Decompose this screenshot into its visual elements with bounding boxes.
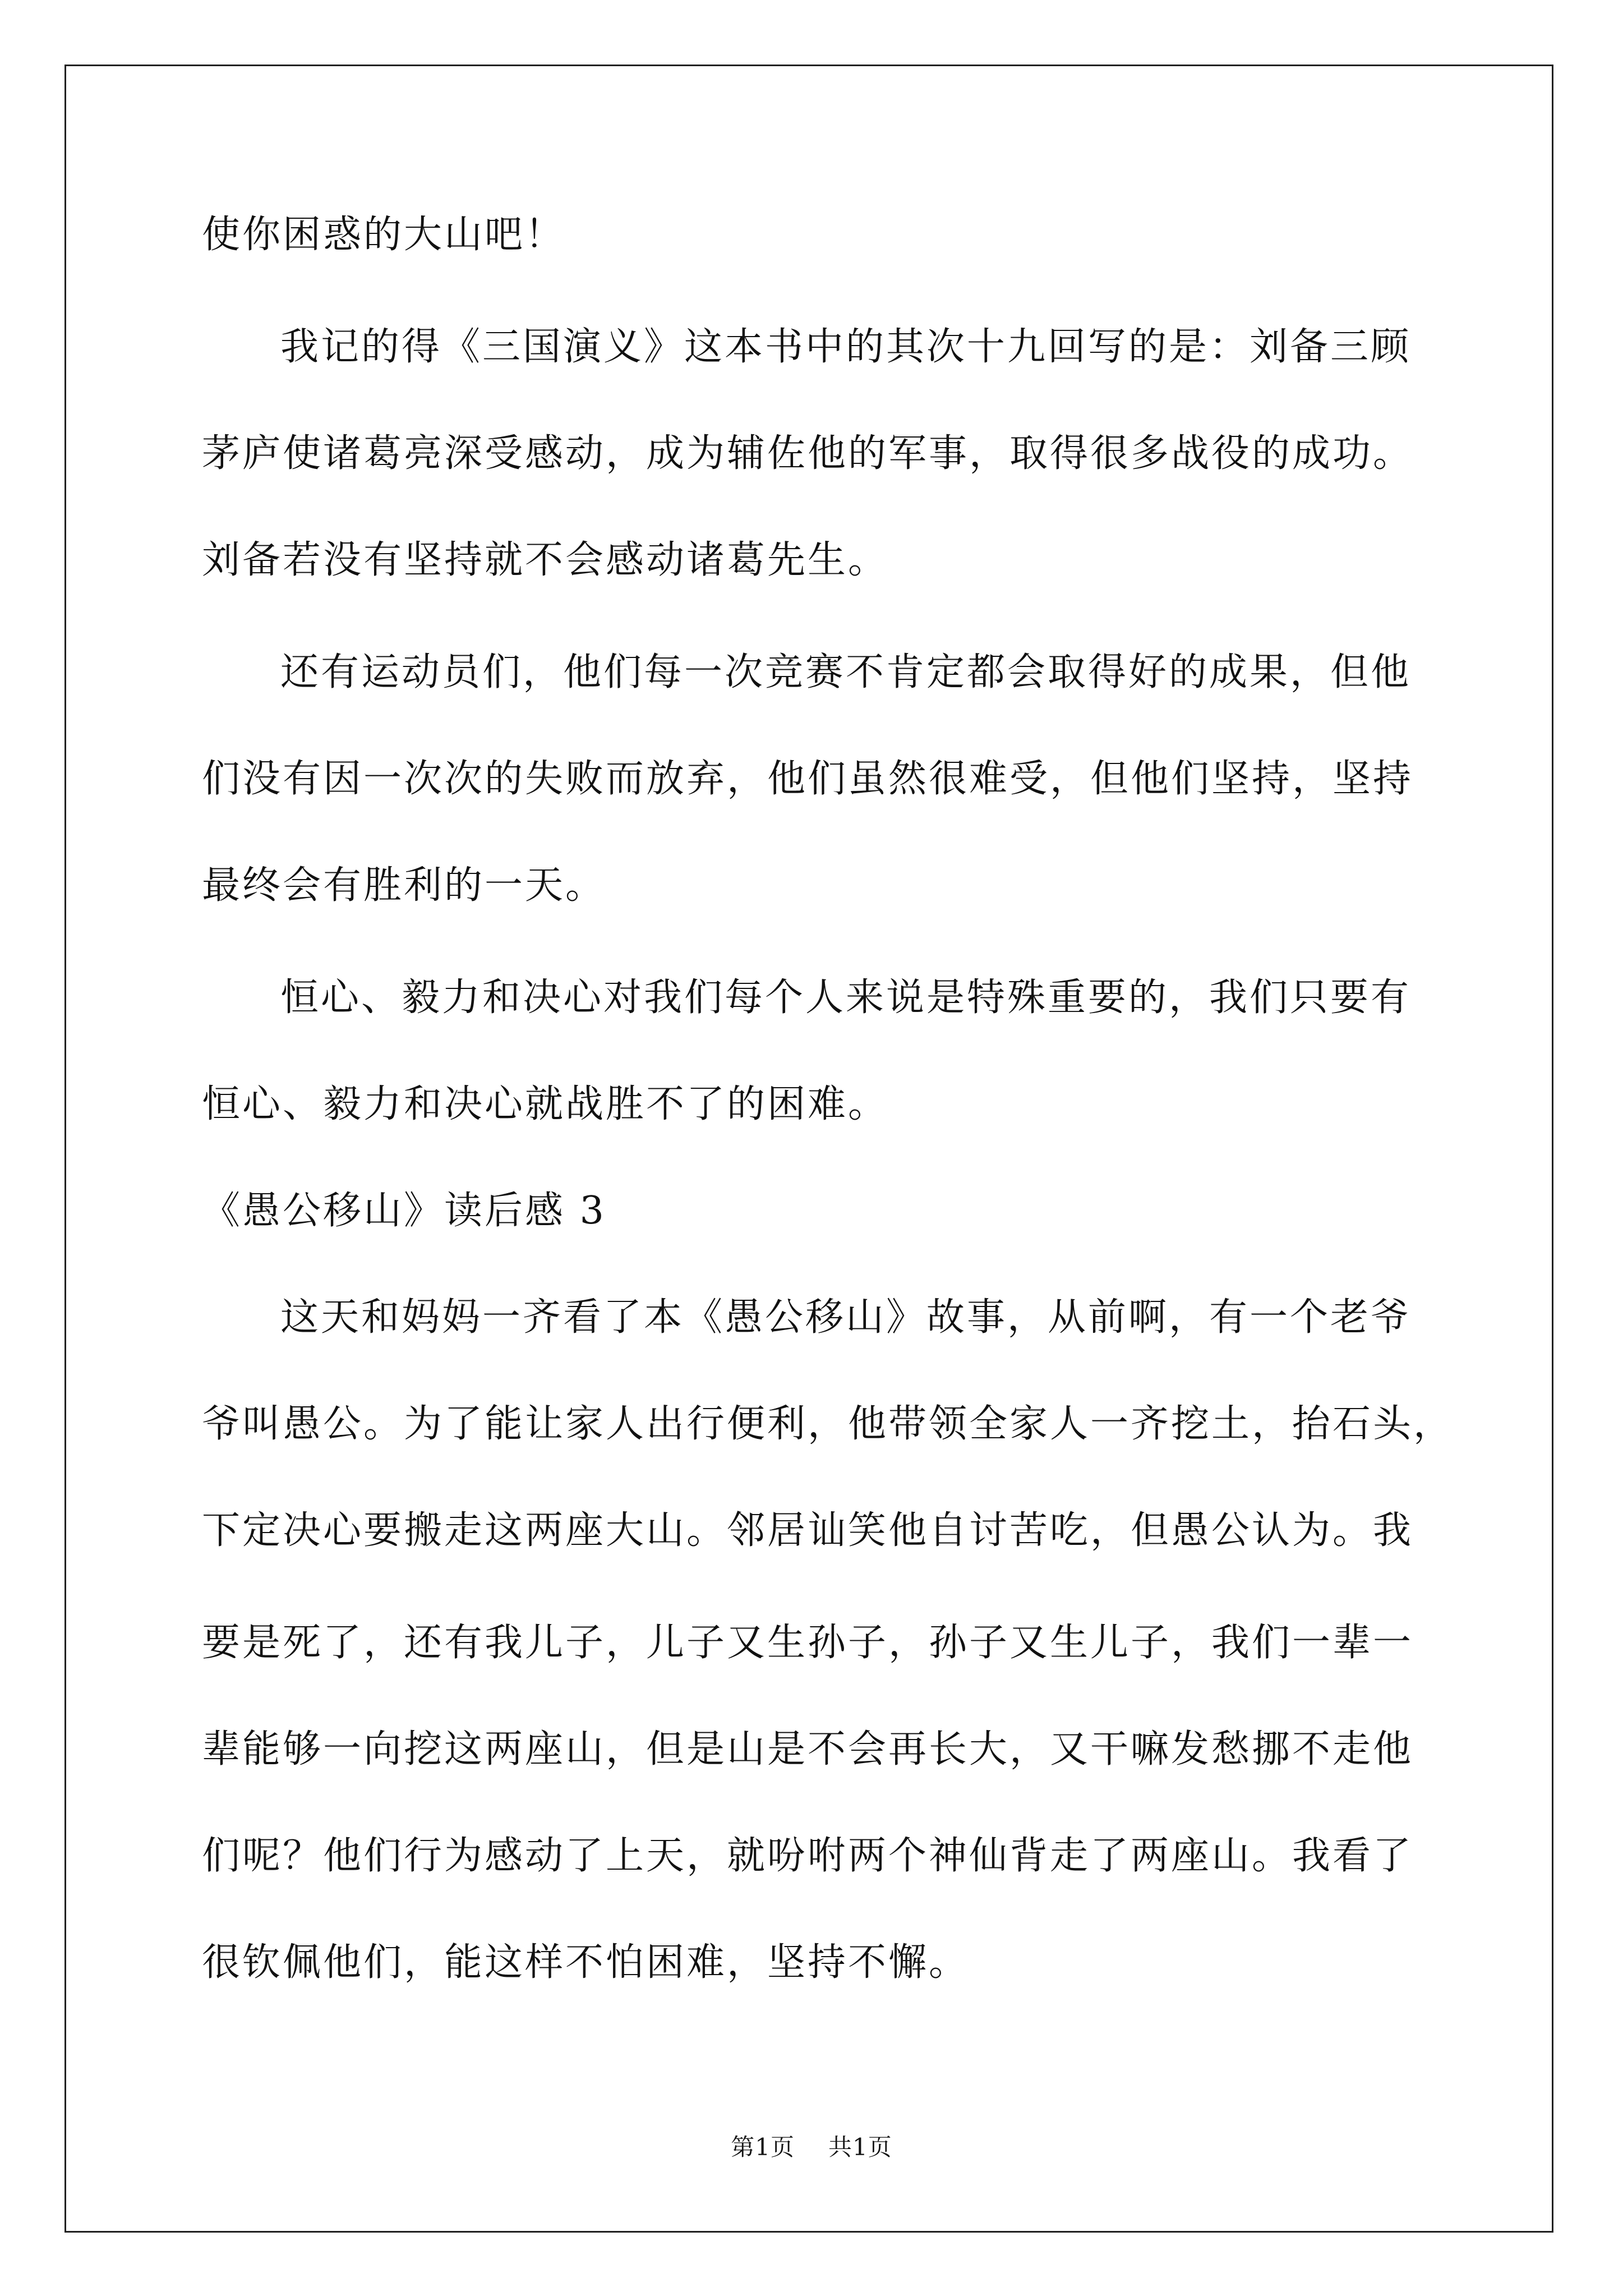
page-number: 第1页: [731, 2133, 795, 2161]
text-line: 最终会有胜利的一天。: [202, 863, 606, 908]
page-frame: [64, 65, 1553, 2233]
text-line: 茅庐使诸葛亮深受感动，成为辅佐他的军事，取得很多战役的成功。: [202, 431, 1414, 476]
text-line: 很钦佩他们，能这样不怕困难，坚持不懈。: [202, 1940, 970, 1985]
text-line: 恒心、毅力和决心对我们每个人来说是特殊重要的，我们只要有: [280, 976, 1412, 1020]
text-line: 要是死了，还有我儿子，儿子又生孙子，孙子又生儿子，我们一辈一: [202, 1621, 1414, 1665]
page-total: 共1页: [828, 2133, 892, 2161]
page-footer: [0, 2129, 1623, 2162]
text-line: 下定决心要搬走这两座大山。邻居讪笑他自讨苦吃，但愚公认为。我: [202, 1508, 1414, 1553]
text-line: 恒心、毅力和决心就战胜不了的困难。: [202, 1082, 889, 1126]
text-line: 我记的得《三国演义》这本书中的其次十九回写的是：刘备三顾: [280, 325, 1412, 369]
text-line: 辈能够一向挖这两座山，但是山是不会再长大，又干嘛发愁挪不走他: [202, 1727, 1414, 1772]
section-heading: 《愚公移山》读后感 3: [202, 1189, 606, 1233]
text-line: 还有运动员们，他们每一次竞赛不肯定都会取得好的成果，但他: [280, 650, 1412, 694]
text-line: 们呢？他们行为感动了上天，就吩咐两个神仙背走了两座山。我看了: [202, 1834, 1414, 1878]
text-line: 使你困惑的大山吧！: [202, 213, 566, 257]
text-line: 刘备若没有坚持就不会感动诸葛先生。: [202, 538, 889, 582]
text-line: 这天和妈妈一齐看了本《愚公移山》故事，从前啊，有一个老爷: [280, 1295, 1412, 1340]
text-line: 爷叫愚公。为了能让家人出行便利，他带领全家人一齐挖土，抬石头，: [202, 1402, 1454, 1446]
text-line: 们没有因一次次的失败而放弃，他们虽然很难受，但他们坚持，坚持: [202, 757, 1414, 801]
